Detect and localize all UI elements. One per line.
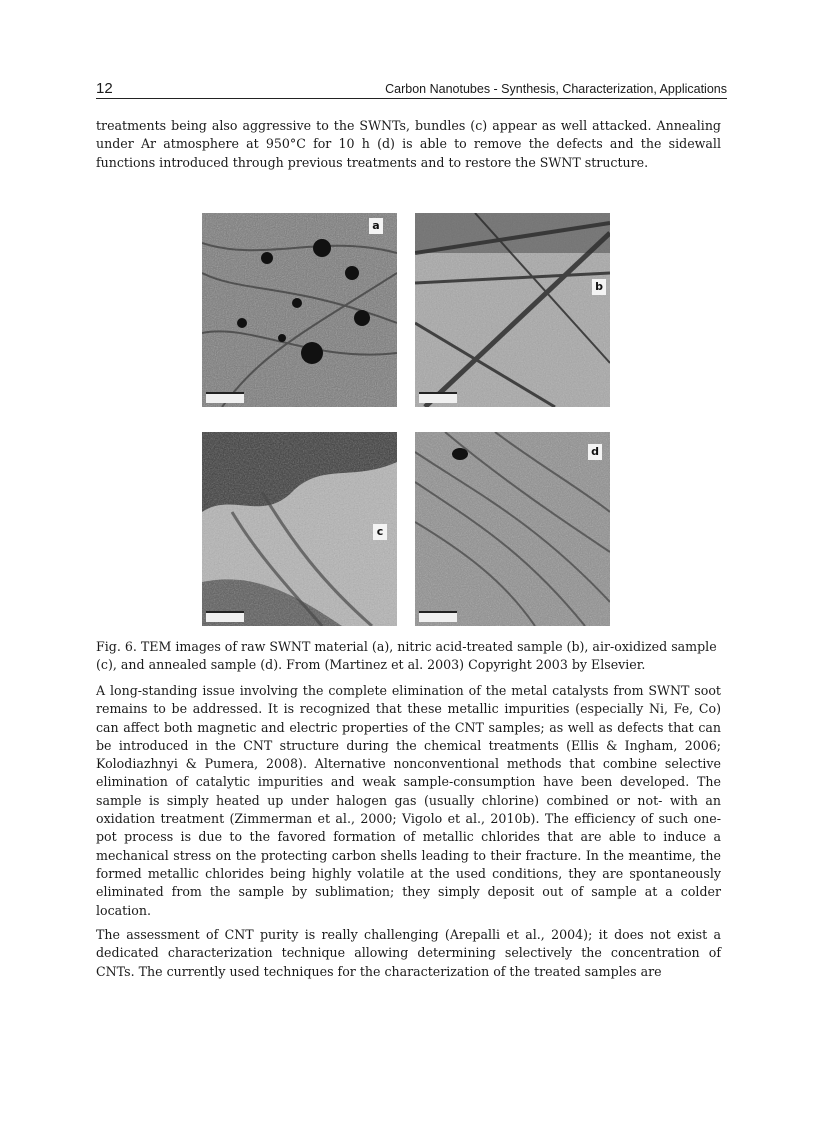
running-title: Carbon Nanotubes - Synthesis, Characterization, Applications	[385, 82, 727, 96]
tem-image-d	[415, 432, 610, 626]
figure-caption: Fig. 6. TEM images of raw SWNT material (a), nitric acid-treated sample (b), air-oxidized sample (c), and annealed sample (d). From (Martinez et al. 2003) Copyright 2003 by Elsevier.	[96, 639, 717, 673]
panel-label-c: c	[373, 524, 387, 540]
tem-image-a	[202, 213, 397, 407]
scale-bar-icon	[419, 392, 457, 403]
tem-image-b	[415, 213, 610, 407]
panel-label-a: a	[369, 218, 383, 234]
scale-bar-icon	[206, 611, 244, 622]
panel-label-b: b	[592, 279, 606, 295]
body-paragraph-2: A long-standing issue involving the complete elimination of the metal catalysts from SWNT soot remains to be addressed. It is recognized that these metallic impurities (especially Ni, Fe, Co) can affect both magnetic and electric properties of the CNT samples; as well as defects that can be introduced in the CNT structure during the chemical treatments (Ellis & Ingham, 2006; Kolodiazhnyi & Pumera, 2008). Alternative nonconventional methods that combine selective elimination of catalytic impurities and weak sample-consumption have been developed. The sample is simply heated up under halogen gas (usually chlorine) combined or not- with an oxidation treatment (Zimmerman et al., 2000; Vigolo et al., 2010b). The efficiency of such one-pot process is due to the favored formation of metallic chlorides that are able to induce a mechanical stress on the protecting carbon shells leading to their fracture. In the meantime, the formed metallic chlorides being highly volatile at the used conditions, they are spontaneously eliminated from the sample by sublimation; they simply deposit out of sample at a colder location.	[96, 683, 721, 918]
scale-bar-icon	[206, 392, 244, 403]
body-paragraph-1: treatments being also aggressive to the SWNTs, bundles (c) appear as well attacked. Annealing under Ar atmosphere at 950°C for 10 h (d) is able to remove the defects and the sidewall functions introduced through previous treatments and to restore the SWNT structure.	[96, 118, 721, 170]
page-number: 12	[96, 80, 113, 97]
tem-image-c	[202, 432, 397, 626]
panel-label-d: d	[588, 444, 602, 460]
tem-figure	[199, 210, 611, 628]
page-header	[96, 80, 727, 99]
scale-bar-icon	[419, 611, 457, 622]
body-paragraph-3: The assessment of CNT purity is really challenging (Arepalli et al., 2004); it does not exist a dedicated characterization technique allowing determining selectively the concentration of CNTs. The currently used techniques for the characterization of the treated samples are	[96, 927, 721, 979]
